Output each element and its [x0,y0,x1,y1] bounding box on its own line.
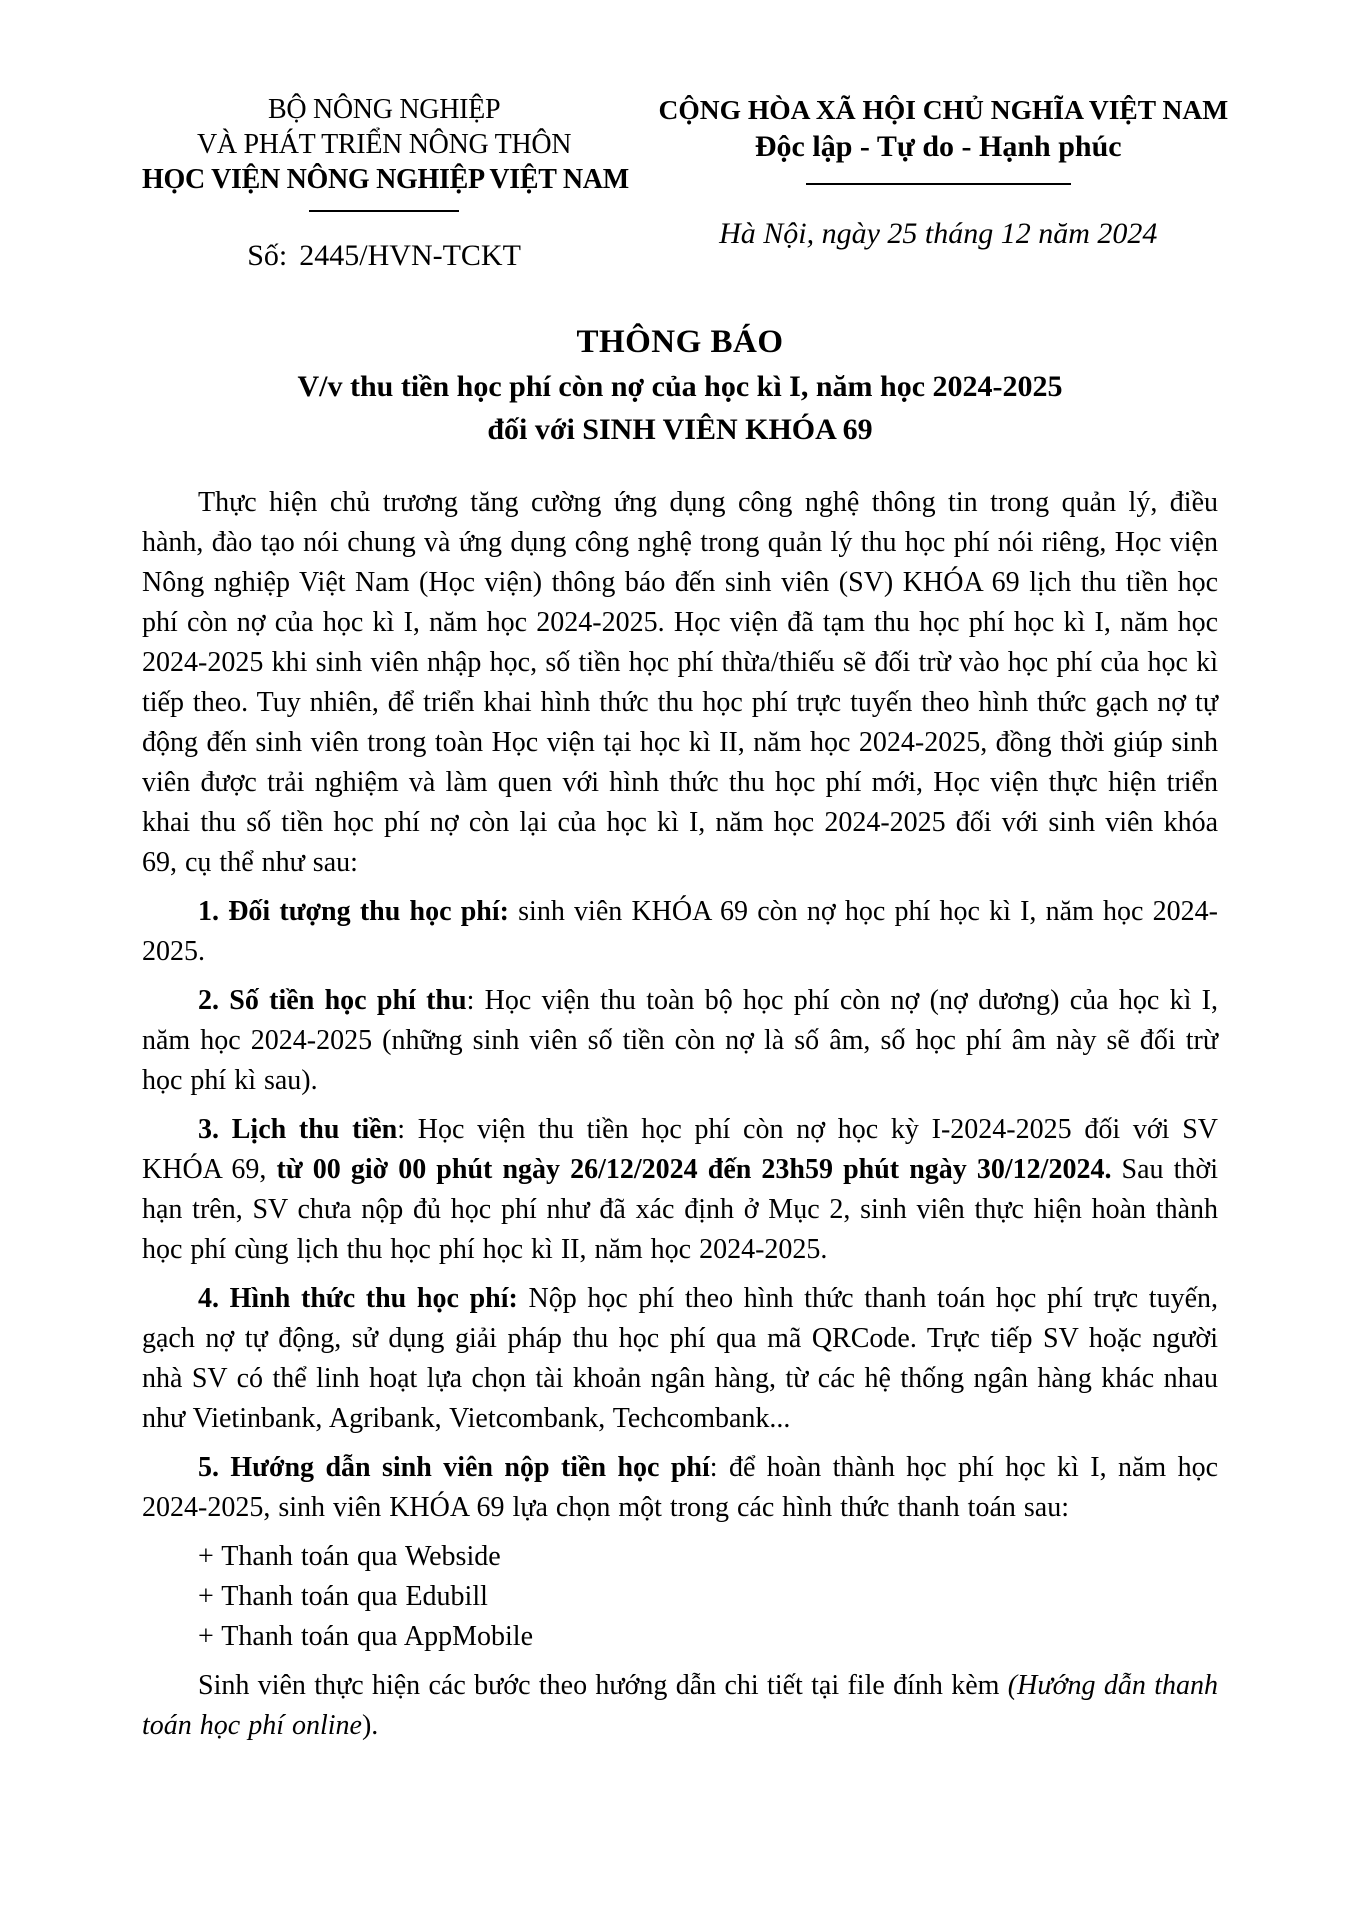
issuing-agency-block [142,92,629,273]
text-segment: ). [361,1710,379,1741]
text-segment: Sau thời hạn trên, SV chưa nộp đủ học phí như đã xác định ở Mục 2, sinh viên thực hiện hoàn thành học phí cùng lịch thu học phí học kì II, năm học 2024-2025. [142,1154,1219,1265]
paragraph-section-4 [142,1279,1218,1439]
title-block [142,319,1218,451]
text-segment: sinh viên KHÓA 69 còn nợ học phí học kì I, năm học 2024-2025. [142,896,1218,967]
paragraph-intro [142,483,1218,883]
document-title: THÔNG BÁO [576,324,784,360]
paragraph-section-3 [142,1110,1218,1270]
payment-option-webside [142,1537,1218,1577]
paragraph-section-1 [142,892,1218,972]
document-subtitle-line-2: đối với SINH VIÊN KHÓA 69 [487,413,873,446]
text-segment: 4. Hình thức thu học phí: [198,1283,518,1314]
document-subtitle-line-1: V/v thu tiền học phí còn nợ của học kì I, năm học 2024-2025 [297,370,1063,403]
header-left-divider [309,210,459,212]
text-segment: + Thanh toán qua Edubill [198,1581,488,1612]
payment-option-appmobile [142,1617,1218,1657]
text-segment: 2. Số tiền học phí thu [198,985,467,1016]
text-segment: 3. Lịch thu tiền [198,1114,398,1145]
header-right-divider [806,183,1071,185]
text-segment: + Thanh toán qua Webside [198,1541,501,1572]
text-segment: 1. Đối tượng thu học phí: [198,896,509,927]
parent-agency-line-2: VÀ PHÁT TRIỂN NÔNG THÔN [196,129,572,160]
text-segment: : để hoàn thành học phí học kì I, năm học 2024-2025, sinh viên KHÓA 69 lựa chọn một trong các hình thức thanh toán sau: [142,1452,1218,1523]
paragraph-section-5 [142,1448,1218,1528]
text-segment: Nộp học phí theo hình thức thanh toán học phí trực tuyến, gạch nợ tự động, sử dụng giải pháp thu học phí qua mã QRCode. Trực tiếp SV hoặc người nhà SV có thể linh hoạt lựa chọn tài khoản ngân hàng, từ các hệ thống ngân hàng khác nhau như Vietinbank, Agribank, Vietcombank, Techcombank... [142,1283,1219,1434]
paragraph-section-2 [142,981,1218,1101]
parent-agency-line-1: BỘ NÔNG NGHIỆP [267,94,501,125]
issuing-agency-name: HỌC VIỆN NÔNG NGHIỆP VIỆT NAM [142,164,629,195]
payment-option-edubill [142,1577,1218,1617]
document-number-value: 2445/HVN-TCKT [299,239,521,272]
paragraph-closing [142,1666,1218,1746]
text-segment: (Hướng dẫn thanh toán học phí online [142,1670,1218,1741]
document-header [142,92,1229,273]
national-motto: Độc lập - Tự do - Hạnh phúc [754,130,1122,163]
document-body [142,483,1218,1746]
text-segment: Sinh viên thực hiện các bước theo hướng dẫn chi tiết tại file đính kèm [198,1670,1008,1701]
text-segment: Thực hiện chủ trương tăng cường ứng dụng công nghệ thông tin trong quản lý, điều hành, đào tạo nói chung và ứng dụng công nghệ trong quản lý thu học phí nói riêng, Học viện Nông nghiệp Việt Nam (Học viện) thông báo đến sinh viên (SV) KHÓA 69 lịch thu tiền học phí còn nợ của học kì I, năm học 2024-2025. Học viện đã tạm thu học phí học kì I, năm học 2024-2025 khi sinh viên nhập học, số tiền học phí thừa/thiếu sẽ đối trừ vào học phí của học kì tiếp theo. Tuy nhiên, để triển khai hình thức thu học phí trực tuyến theo hình thức gạch nợ tự động đến sinh viên trong toàn Học viện tại học kì II, năm học 2024-2025, đồng thời giúp sinh viên được trải nghiệm và làm quen với hình thức thu học phí mới, Học viện thực hiện triển khai thu số tiền học phí nợ còn lại của học kì I, năm học 2024-2025 đối với sinh viên khóa 69, cụ thể như sau: [142,487,1218,878]
text-segment: 5. Hướng dẫn sinh viên nộp tiền học phí [198,1452,710,1483]
national-title: CỘNG HÒA XÃ HỘI CHỦ NGHĨA VIỆT NAM [658,94,1229,125]
text-segment: : Học viện thu toàn bộ học phí còn nợ (nợ dương) của học kì I, năm học 2024-2025 (những sinh viên số tiền còn nợ là số âm, số học phí âm này sẽ đối trừ học phí kì sau). [142,985,1218,1096]
document-number-line [142,239,626,273]
place-date-line: Hà Nội, ngày 25 tháng 12 năm 2024 [719,217,1158,250]
national-motto-block [658,92,1229,251]
text-segment: + Thanh toán qua AppMobile [198,1621,534,1652]
text-segment: từ 00 giờ 00 phút ngày 26/12/2024 đến 23h59 phút ngày 30/12/2024. [276,1154,1112,1185]
text-segment: : Học viện thu tiền học phí còn nợ học kỳ I-2024-2025 đối với SV KHÓA 69, [142,1114,1218,1185]
document-number-label: Số: [247,239,288,272]
